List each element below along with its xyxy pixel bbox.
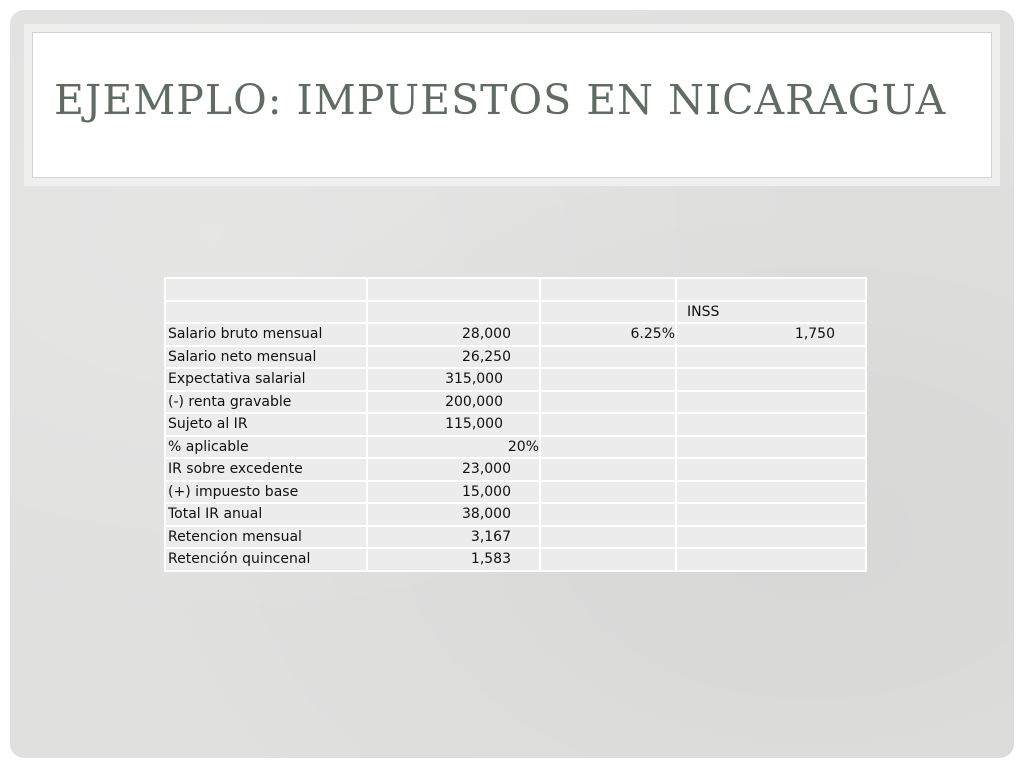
row-label: Expectativa salarial bbox=[165, 368, 367, 391]
row-value: 15,000 bbox=[367, 481, 540, 504]
row-label: Sujeto al IR bbox=[165, 413, 367, 436]
table-cell bbox=[676, 481, 866, 504]
table-cell bbox=[676, 458, 866, 481]
table-row bbox=[165, 503, 866, 526]
row-label: Salario neto mensual bbox=[165, 346, 367, 369]
row-label: (-) renta gravable bbox=[165, 391, 367, 414]
table-cell bbox=[540, 526, 676, 549]
row-value: 3,167 bbox=[367, 526, 540, 549]
row-value: 1,583 bbox=[367, 548, 540, 571]
table-cell bbox=[540, 278, 676, 301]
row-value: 20% bbox=[367, 436, 540, 459]
table-row bbox=[165, 368, 866, 391]
table-row bbox=[165, 526, 866, 549]
table-cell bbox=[165, 301, 367, 324]
inss-rate: 6.25% bbox=[540, 323, 676, 346]
table-row bbox=[165, 481, 866, 504]
table-cell bbox=[676, 503, 866, 526]
row-value: 38,000 bbox=[367, 503, 540, 526]
table-row bbox=[165, 323, 866, 346]
table-cell bbox=[540, 346, 676, 369]
table-cell bbox=[676, 526, 866, 549]
table-cell bbox=[676, 278, 866, 301]
row-label: Retencion mensual bbox=[165, 526, 367, 549]
row-label: Total IR anual bbox=[165, 503, 367, 526]
table-cell bbox=[540, 503, 676, 526]
table-cell bbox=[676, 368, 866, 391]
row-label: (+) impuesto base bbox=[165, 481, 367, 504]
table-row bbox=[165, 436, 866, 459]
row-value: 200,000 bbox=[367, 391, 540, 414]
row-label: IR sobre excedente bbox=[165, 458, 367, 481]
row-label: % aplicable bbox=[165, 436, 367, 459]
row-value: 23,000 bbox=[367, 458, 540, 481]
table-row bbox=[165, 413, 866, 436]
row-value: 315,000 bbox=[367, 368, 540, 391]
row-value: 26,250 bbox=[367, 346, 540, 369]
table-cell bbox=[367, 278, 540, 301]
tax-table bbox=[164, 277, 867, 572]
table-cell bbox=[540, 436, 676, 459]
row-value: 115,000 bbox=[367, 413, 540, 436]
table-cell bbox=[540, 413, 676, 436]
table-row bbox=[165, 548, 866, 571]
table-row bbox=[165, 346, 866, 369]
table-cell bbox=[676, 413, 866, 436]
table-row bbox=[165, 301, 866, 324]
table-cell bbox=[540, 391, 676, 414]
row-value: 28,000 bbox=[367, 323, 540, 346]
table-cell bbox=[540, 548, 676, 571]
table-cell bbox=[540, 368, 676, 391]
table-cell bbox=[540, 301, 676, 324]
table-cell bbox=[540, 481, 676, 504]
slide bbox=[10, 10, 1014, 758]
table-row bbox=[165, 278, 866, 301]
table-cell bbox=[676, 436, 866, 459]
table-cell bbox=[676, 548, 866, 571]
row-label: Salario bruto mensual bbox=[165, 323, 367, 346]
table-cell bbox=[540, 458, 676, 481]
table-cell bbox=[676, 346, 866, 369]
table-row bbox=[165, 458, 866, 481]
table-row bbox=[165, 391, 866, 414]
inss-amount: 1,750 bbox=[676, 323, 866, 346]
slide-title: EJEMPLO: IMPUESTOS EN NICARAGUA bbox=[54, 76, 947, 124]
row-label: Retención quincenal bbox=[165, 548, 367, 571]
table-cell bbox=[367, 301, 540, 324]
table-cell bbox=[676, 391, 866, 414]
inss-header: INSS bbox=[676, 301, 866, 324]
tax-table-container bbox=[164, 277, 867, 572]
table-cell bbox=[165, 278, 367, 301]
